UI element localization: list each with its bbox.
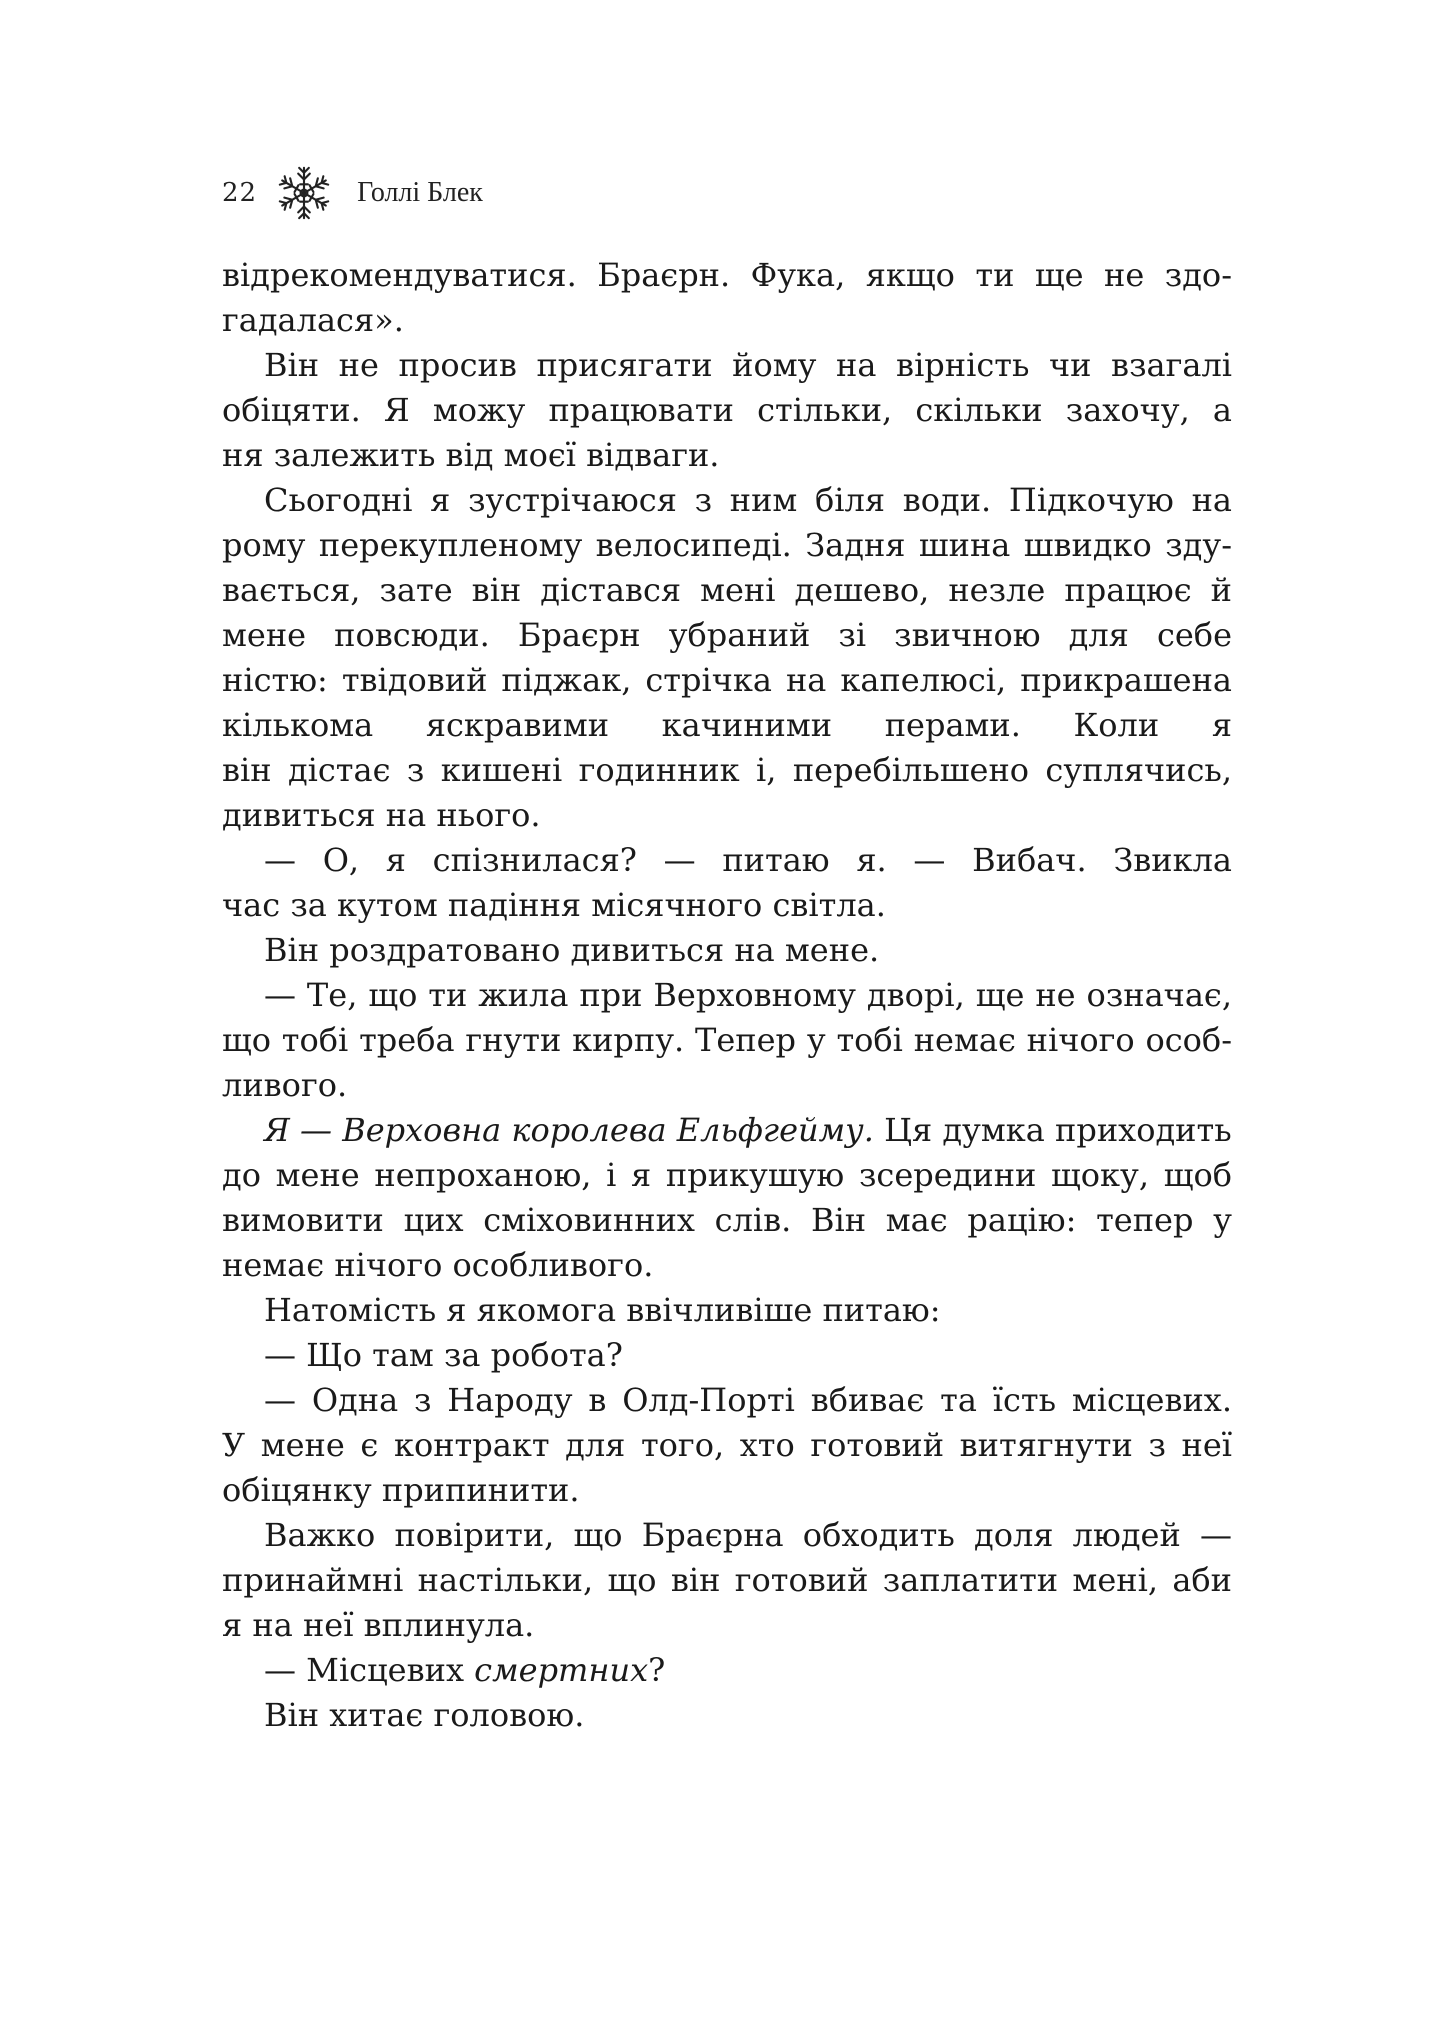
italic-thought: Я — Верховна королева Ельфгейму. [264,1111,874,1149]
text-line: дивиться на нього. [222,796,541,834]
snowflake-icon [275,164,333,222]
text-line: У мене є контракт для того, хто готовий витягнути з неї [222,1426,1232,1464]
text-line: вається, зате він дістався мені дешево, незле працює й [222,571,1232,609]
text-fragment: Ця думка приходить [873,1111,1232,1149]
text-line [222,1648,1232,1693]
text-line: гадалася». [222,301,404,339]
text-line: Важко повірити, що Браєрна обходить доля людей — [264,1516,1232,1554]
text-line: — Те, що ти жила при Верховному дворі, ще не означає, [264,976,1232,1014]
text-line: ністю: твідовий піджак, стрічка на капелюсі, прикрашена [222,661,1232,699]
text-line: обіцянку припинити. [222,1471,580,1509]
running-head [222,164,483,222]
text-line: час за кутом падіння місячного світла. [222,886,886,924]
text-line: — Що там за робота? [264,1336,623,1374]
text-fragment: ? [648,1651,666,1689]
text-line: Він хитає головою. [264,1696,585,1734]
text-line: ливого. [222,1066,348,1104]
text-line: Він не просив присягати йому на вірність чи взагалі [264,346,1232,384]
text-line: кількома яскравими качиними перами. Коли я [222,706,1232,744]
text-line: Натомість я якомога ввічливіше питаю: [264,1291,941,1329]
text-fragment: — Місцевих [264,1651,475,1689]
page-number: 22 [222,178,258,208]
author-name: Голлі Блек [357,177,483,208]
text-line: вимовити цих сміховинних слів. Він має рацію: тепер у [222,1201,1232,1239]
text-line: мене повсюди. Браєрн убраний зі звичною для себе [222,616,1232,654]
text-line: я на неї вплинула. [222,1606,535,1644]
text-line: до мене непроханою, і я прикушую зсередини щоку, щоб [222,1156,1232,1194]
text-line [222,1108,1232,1153]
text-line: — Одна з Народу в Олд-Порті вбиває та їсть місцевих. [264,1381,1232,1419]
text-line: ня залежить від моєї відваги. [222,436,720,474]
text-line: Він роздратовано дивиться на мене. [264,931,880,969]
text-line: що тобі треба гнути кирпу. Тепер у тобі немає нічого особ- [222,1021,1232,1059]
text-line: обіцяти. Я можу працювати стільки, скільки захочу, а [222,391,1232,429]
text-line: він дістає з кишені годинник і, перебільшено суплячись, [222,751,1232,789]
text-line: відрекомендуватися. Браєрн. Фука, якщо ти ще не здо- [222,256,1232,294]
text-line: немає нічого особливого. [222,1246,654,1284]
text-line: — О, я спізнилася? — питаю я. — Вибач. Звикла [264,841,1232,879]
text-line: рому перекупленому велосипеді. Задня шина швидко зду- [222,526,1232,564]
text-line: принаймні настільки, що він готовий заплатити мені, аби [222,1561,1232,1599]
body-text [222,253,1232,1738]
italic-word: смертних [474,1651,649,1689]
text-line: Сьогодні я зустрічаюся з ним біля води. Підкочую на [264,481,1232,519]
